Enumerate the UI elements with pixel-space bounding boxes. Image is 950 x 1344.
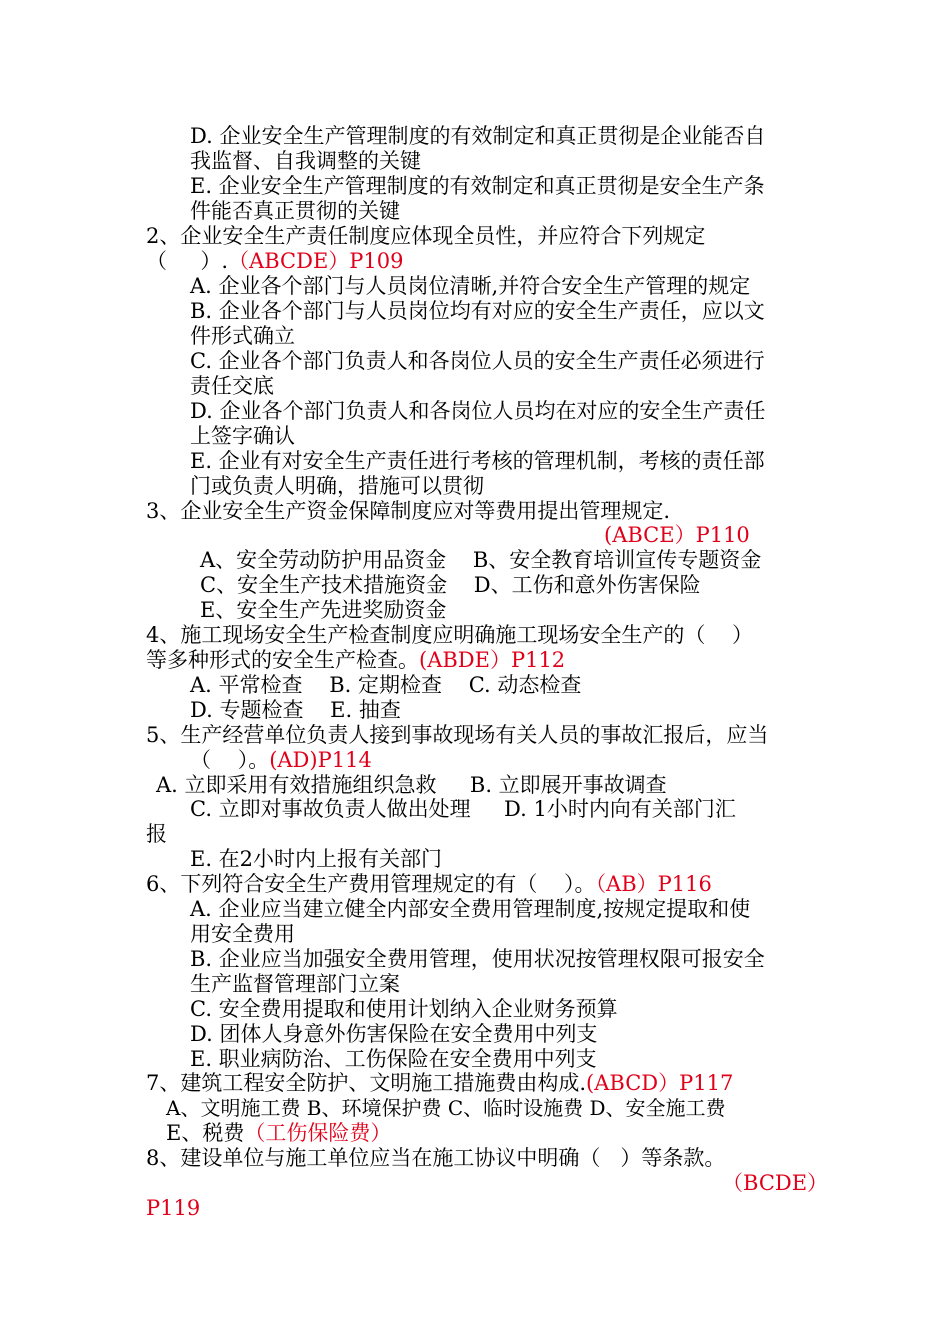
q3-options-row2: C、安全生产技术措施资金 D、工伤和意外伤害保险: [200, 573, 701, 597]
q2-blank: （ ）.: [146, 249, 229, 273]
q2-option-c-line1: C. 企业各个部门负责人和各岗位人员的安全生产责任必须进行: [190, 349, 765, 373]
q4-options-row1: A. 平常检查 B. 定期检查 C. 动态检查: [190, 673, 582, 697]
q2-answer: （ABCDE）P109: [228, 249, 404, 273]
q4-stem: 4、施工现场安全生产检查制度应明确施工现场安全生产的（ ）: [146, 623, 754, 647]
q5-answer: (AD)P114: [269, 748, 372, 772]
q5-stem: 5、生产经营单位负责人接到事故现场有关人员的事故汇报后，应当: [146, 723, 769, 747]
q6-option-d: D. 团体人身意外伤害保险在安全费用中列支: [190, 1022, 598, 1046]
q1-option-d-line2: 我监督、自我调整的关键: [190, 149, 421, 173]
q2-option-b-line1: B. 企业各个部门与人员岗位均有对应的安全生产责任，应以文: [190, 299, 765, 323]
q8-page-ref: P119: [146, 1196, 201, 1220]
q1-option-e-line1: E. 企业安全生产管理制度的有效制定和真正贯彻是安全生产条: [190, 174, 765, 198]
q2-option-e-line1: E. 企业有对安全生产责任进行考核的管理机制，考核的责任部: [190, 449, 765, 473]
q7-options-row2: [166, 1121, 391, 1146]
q4-options-row2: D. 专题检查 E. 抽查: [190, 698, 401, 722]
q6-option-a-line2: 用安全费用: [190, 922, 295, 946]
q6-option-c: C. 安全费用提取和使用计划纳入企业财务预算: [190, 997, 618, 1021]
q7-stem: 7、建筑工程安全防护、文明施工措施费由构成.: [146, 1071, 587, 1095]
q3-options-row3: E、安全生产先进奖励资金: [200, 598, 447, 622]
q6-option-e: E. 职业病防治、工伤保险在安全费用中列支: [190, 1047, 597, 1071]
q2-option-d-line1: D. 企业各个部门负责人和各岗位人员均在对应的安全生产责任: [190, 399, 766, 423]
q8-answer: （BCDE）: [722, 1171, 829, 1195]
q5-options-row2-wrap: 报: [146, 822, 167, 846]
q6-stem-line: [146, 872, 712, 897]
q5-options-row3: E. 在2小时内上报有关部门: [190, 847, 443, 871]
q4-answer: (ABDE）P112: [419, 648, 566, 672]
q6-option-b-line2: 生产监督管理部门立案: [190, 972, 400, 996]
q5-blank: （ ）。: [190, 748, 270, 772]
q4-stem-text: 等多种形式的安全生产检查。: [146, 648, 419, 672]
q5-options-row1: A. 立即采用有效措施组织急救 B. 立即展开事故调查: [156, 773, 667, 797]
q6-stem: 6、下列符合安全生产费用管理规定的有（ ）。: [146, 872, 596, 896]
q8-stem: 8、建设单位与施工单位应当在施工协议中明确（ ）等条款。: [146, 1146, 726, 1170]
q7-option-e-answer: （工伤保险费）: [244, 1121, 392, 1145]
q3-options-row1: A、安全劳动防护用品资金 B、安全教育培训宣传专题资金: [200, 548, 762, 572]
q3-stem: 3、企业安全生产资金保障制度应对等费用提出管理规定.: [146, 499, 671, 523]
q7-stem-line: [146, 1071, 733, 1096]
q5-stem-line2: [190, 748, 372, 773]
q2-stem-line2: [146, 249, 404, 274]
q7-answer: (ABCD）P117: [586, 1071, 734, 1095]
q4-stem-line2: [146, 648, 565, 673]
q6-option-b-line1: B. 企业应当加强安全费用管理，使用状况按管理权限可报安全: [190, 947, 765, 971]
q6-answer: （AB）P116: [595, 872, 712, 896]
q2-option-d-line2: 上签字确认: [190, 424, 295, 448]
q2-stem: 2、企业安全生产责任制度应体现全员性，并应符合下列规定: [146, 224, 706, 248]
q2-option-e-line2: 门或负责人明确，措施可以贯彻: [190, 474, 484, 498]
q7-option-e: E、税费: [166, 1121, 245, 1145]
q2-option-b-line2: 件形式确立: [190, 324, 295, 348]
q1-option-d-line1: D. 企业安全生产管理制度的有效制定和真正贯彻是企业能否自: [190, 124, 766, 148]
q2-option-c-line2: 责任交底: [190, 374, 274, 398]
q2-option-a: A. 企业各个部门与人员岗位清晰,并符合安全生产管理的规定: [190, 274, 751, 298]
q1-option-e-line2: 件能否真正贯彻的关键: [190, 199, 400, 223]
q5-options-row2: C. 立即对事故负责人做出处理 D. 1小时内向有关部门汇: [190, 797, 736, 821]
q3-answer: (ABCE）P110: [604, 523, 750, 547]
q7-options-row1: A、文明施工费 B、环境保护费 C、临时设施费 D、安全施工费: [166, 1096, 726, 1120]
q6-option-a-line1: A. 企业应当建立健全内部安全费用管理制度,按规定提取和使: [190, 897, 751, 921]
